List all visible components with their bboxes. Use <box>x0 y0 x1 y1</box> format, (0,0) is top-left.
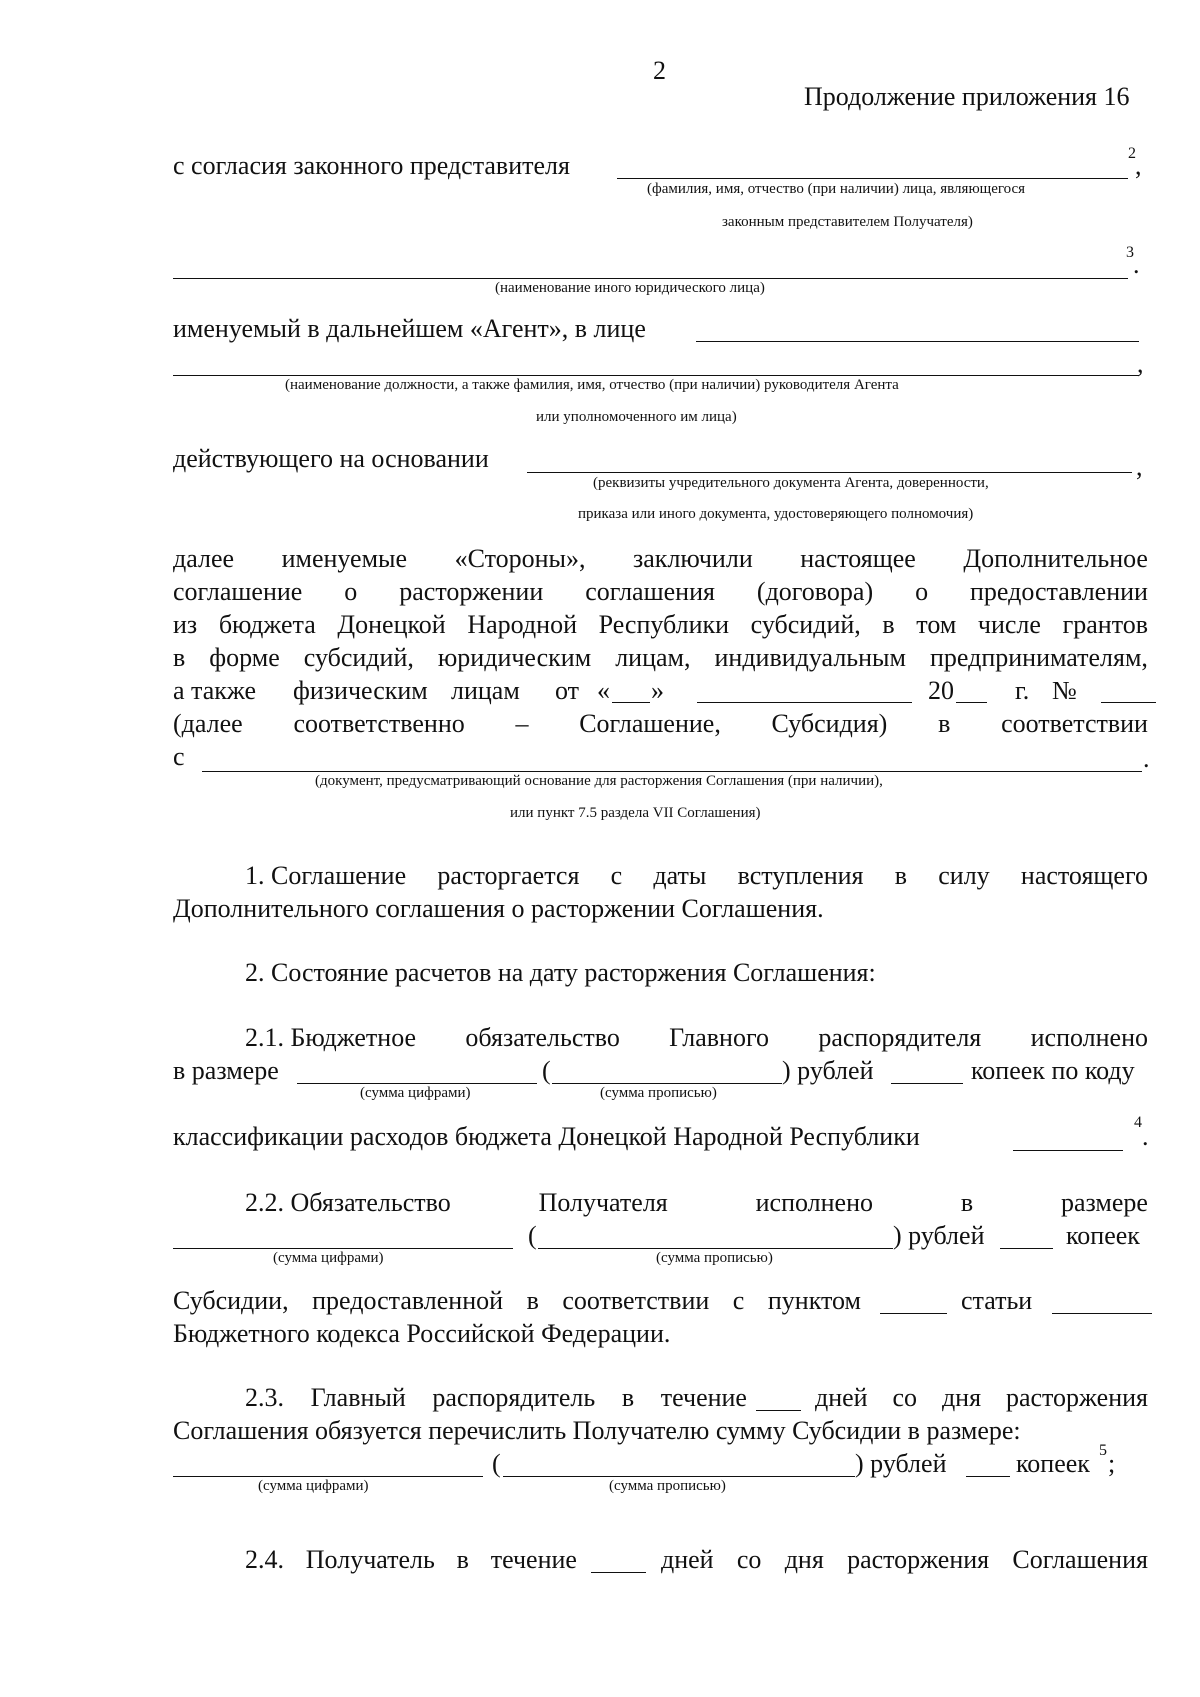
consent-hint-1: (фамилия, имя, отчество (при наличии) лица, являющегося <box>647 181 1026 197</box>
clause-2-1-hint-digits: (сумма цифрами) <box>360 1085 471 1101</box>
clause-2-4-line-1b: дней со дня расторжения Соглашения <box>661 1545 1148 1574</box>
other-entity-hint: (наименование иного юридического лица) <box>495 280 765 296</box>
clause-2-2-line-4: Бюджетного кодекса Российской Федерации. <box>173 1319 671 1348</box>
clause-2-4-line-1a: 2.4. Получатель в течение <box>245 1545 577 1574</box>
clause-1-line-1: 1. Соглашение расторгается с даты вступления в силу настоящего <box>245 861 1148 890</box>
clause-2-3-hint-words: (сумма прописью) <box>609 1478 726 1494</box>
clause-2-2-article: статьи <box>961 1286 1033 1315</box>
document-basis-fill-line <box>202 771 1142 772</box>
clause-2-2-digits-fill <box>173 1248 513 1249</box>
clause-2-2-words-fill <box>538 1248 893 1249</box>
clause-2-1-digits-fill <box>297 1083 537 1084</box>
clause-2-1-words-fill <box>552 1083 782 1084</box>
other-entity-fill-line <box>173 278 1128 279</box>
clause-2-2-rubles: ) рублей <box>893 1221 985 1250</box>
other-entity-period: . <box>1133 250 1140 279</box>
clause-2-2-hint-digits: (сумма цифрами) <box>273 1250 384 1266</box>
parties-line-7-start: с <box>173 742 185 771</box>
clause-2-1-paren-open: ( <box>542 1056 551 1085</box>
page-number: 2 <box>653 56 666 85</box>
parties-ot: от <box>555 676 580 705</box>
parties-lits: лицам <box>451 676 520 705</box>
clause-2-3-hint-digits: (сумма цифрами) <box>258 1478 369 1494</box>
clause-2-4-days-fill <box>591 1572 646 1573</box>
parties-line-2: соглашение о расторжении соглашения (договора) о предоставлении <box>173 577 1148 606</box>
parties-year: 20 <box>928 676 954 705</box>
month-fill-line <box>697 702 912 703</box>
clause-2-3-kopecks: копеек <box>1016 1449 1090 1478</box>
clause-2-2-kopecks: копеек <box>1066 1221 1140 1250</box>
footnote-ref-3: 3 <box>1126 244 1134 261</box>
parties-hint-2: или пункт 7.5 раздела VII Соглашения) <box>510 805 761 821</box>
clause-2-2-point-fill <box>880 1313 947 1314</box>
clause-2-3-digits-fill <box>173 1476 483 1477</box>
parties-line-1: далее именуемые «Стороны», заключили настоящее Дополнительное <box>173 544 1148 573</box>
parties-a-takzhe: а также <box>173 676 257 705</box>
clause-2-2-hint-words: (сумма прописью) <box>656 1250 773 1266</box>
clause-2-1-kopecks-fill <box>891 1083 963 1084</box>
clause-2-1-line-1: 2.1. Бюджетное обязательство Главного распорядителя исполнено <box>245 1023 1148 1052</box>
clause-2-3-rubles: ) рублей <box>855 1449 947 1478</box>
parties-line-4: в форме субсидий, юридическим лицам, индивидуальным предпринимателям, <box>173 643 1148 672</box>
agent-label: именуемый в дальнейшем «Агент», в лице <box>173 314 646 343</box>
clause-2-1-in-size: в размере <box>173 1056 279 1085</box>
clause-2-2-kopecks-fill <box>1000 1248 1053 1249</box>
clause-2-3-semicolon: ; <box>1108 1449 1116 1478</box>
clause-2-3-days-fill <box>756 1410 801 1411</box>
clause-2-1-period: . <box>1142 1122 1149 1151</box>
clause-2-3-line-1b: дней со дня расторжения <box>815 1383 1148 1412</box>
clause-2-1-kopecks: копеек по коду <box>971 1056 1135 1085</box>
clause-2-1-hint-words: (сумма прописью) <box>600 1085 717 1101</box>
parties-line-7-end: . <box>1143 744 1150 773</box>
consent-fill-line <box>617 178 1128 179</box>
number-fill-line <box>1101 702 1156 703</box>
clause-2-3-kopecks-fill <box>966 1476 1010 1477</box>
parties-no: № <box>1052 676 1077 705</box>
consent-hint-2: законным представителем Получателя) <box>722 214 973 230</box>
agent-fill-line-2 <box>173 375 1139 376</box>
parties-line-3: из бюджета Донецкой Народной Республики субсидий, в том числе грантов <box>173 610 1148 639</box>
clause-2-3-line-1a: 2.3. Главный распорядитель в течение <box>245 1383 747 1412</box>
agent-fill-line-1 <box>696 341 1139 342</box>
consent-label: с согласия законного представителя <box>173 151 570 180</box>
basis-comma: , <box>1136 452 1143 481</box>
clause-2-2-line-3: Субсидии, предоставленной в соответствии с пунктом <box>173 1286 861 1315</box>
clause-2-1-kbk-fill <box>1013 1150 1123 1151</box>
basis-label: действующего на основании <box>173 444 489 473</box>
footnote-ref-5: 5 <box>1099 1442 1107 1459</box>
agent-hint-1: (наименование должности, а также фамилия, имя, отчество (при наличии) руководителя Агента <box>285 377 899 393</box>
day-fill-line <box>612 702 650 703</box>
clause-2-3-words-fill <box>503 1476 855 1477</box>
clause-2-title: 2. Состояние расчетов на дату расторжения Соглашения: <box>245 958 876 987</box>
clause-2-3-line-2: Соглашения обязуется перечислить Получателю сумму Субсидии в размере: <box>173 1416 1021 1445</box>
agent-hint-2: или уполномоченного им лица) <box>536 409 737 425</box>
appendix-header: Продолжение приложения 16 <box>804 82 1130 111</box>
parties-quote-close: » <box>651 676 664 705</box>
parties-quote-open: « <box>597 676 610 705</box>
consent-comma: , <box>1135 151 1142 180</box>
year-fill-line <box>956 702 987 703</box>
basis-hint-1: (реквизиты учредительного документа Агента, доверенности, <box>593 475 989 491</box>
parties-fiz: физическим <box>293 676 428 705</box>
clause-2-1-line-3: классификации расходов бюджета Донецкой Народной Республики <box>173 1122 920 1151</box>
clause-2-2-line-1: 2.2. Обязательство Получателя исполнено в размере <box>245 1188 1148 1217</box>
agent-comma: , <box>1137 349 1144 378</box>
basis-hint-2: приказа или иного документа, удостоверяющего полномочия) <box>578 506 974 522</box>
clause-2-3-paren-open: ( <box>492 1449 501 1478</box>
clause-1-line-2: Дополнительного соглашения о расторжении Соглашения. <box>173 894 824 923</box>
clause-2-2-article-fill <box>1052 1313 1152 1314</box>
footnote-ref-4: 4 <box>1134 1114 1142 1131</box>
footnote-ref-2: 2 <box>1128 145 1136 162</box>
parties-g: г. <box>1015 676 1030 705</box>
basis-fill-line <box>527 472 1132 473</box>
clause-2-1-rubles: ) рублей <box>782 1056 874 1085</box>
clause-2-2-paren-open: ( <box>528 1221 537 1250</box>
parties-line-6: (далее соответственно – Соглашение, Субсидия) в соответствии <box>173 709 1148 738</box>
parties-hint-1: (документ, предусматривающий основание для расторжения Соглашения (при наличии), <box>315 773 883 789</box>
